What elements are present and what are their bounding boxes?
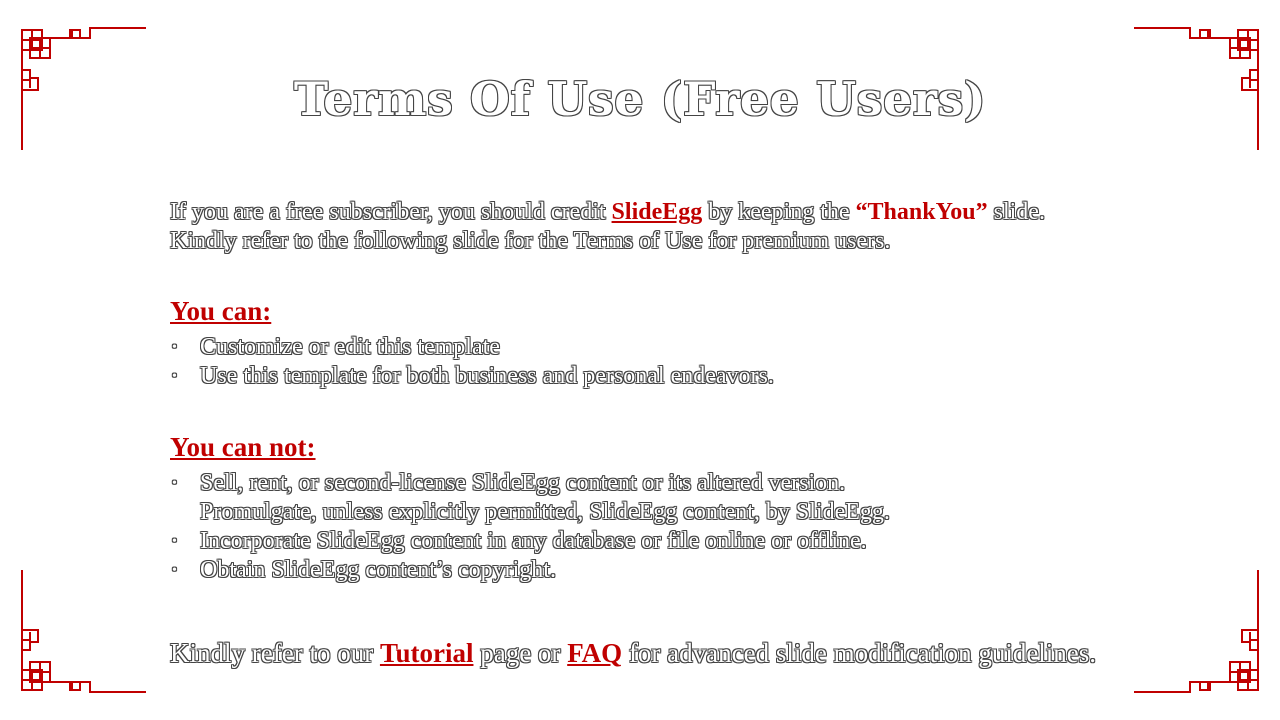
footer-guidelines bbox=[170, 636, 1096, 670]
slideegg-link[interactable]: SlideEgg bbox=[611, 199, 703, 225]
you-can-not-list bbox=[170, 469, 1230, 585]
bullet-icon: • bbox=[172, 476, 177, 491]
you-can-list bbox=[170, 333, 1230, 391]
corner-ornament-bottom-left-icon bbox=[0, 560, 160, 720]
tutorial-link[interactable]: Tutorial bbox=[379, 638, 474, 668]
footer-text-middle: page or bbox=[473, 638, 568, 668]
faq-link[interactable]: FAQ bbox=[567, 638, 623, 668]
list-item: • Obtain SlideEgg content’s copyright. bbox=[172, 557, 556, 583]
page-title: Terms Of Use (Free Users) bbox=[293, 72, 987, 126]
bullet-icon: • bbox=[172, 369, 177, 384]
you-can-not-heading: You can not: bbox=[170, 432, 316, 462]
list-item: • Customize or edit this template bbox=[172, 334, 500, 360]
premium-terms-note: Kindly refer to the following slide for the Terms of Use for premium users. bbox=[170, 227, 891, 254]
intro-paragraph bbox=[170, 198, 1230, 255]
bullet-icon: • bbox=[172, 340, 177, 355]
intro-text-middle: by keeping the bbox=[702, 199, 856, 225]
you-can-heading: You can: bbox=[170, 296, 272, 326]
intro-text-start: If you are a free subscriber, you should credit bbox=[170, 199, 612, 225]
terms-content bbox=[170, 198, 1230, 585]
footer-text-end: for advanced slide modification guidelines. bbox=[622, 638, 1097, 668]
list-item: • Use this template for both business and personal endeavors. bbox=[172, 363, 774, 389]
thankyou-label: “ThankYou” bbox=[855, 199, 988, 225]
bullet-icon: • bbox=[172, 534, 177, 549]
bullet-icon: • bbox=[172, 563, 177, 578]
list-item: • Sell, rent, or second-license SlideEgg content or its altered version. Promulgate, unless explicitly permitted, SlideEgg content, by SlideEgg. bbox=[172, 470, 890, 525]
intro-text-end: slide. bbox=[987, 199, 1045, 225]
footer-text-start: Kindly refer to our bbox=[170, 638, 380, 668]
list-item: • Incorporate SlideEgg content in any database or file online or offline. bbox=[172, 528, 867, 554]
